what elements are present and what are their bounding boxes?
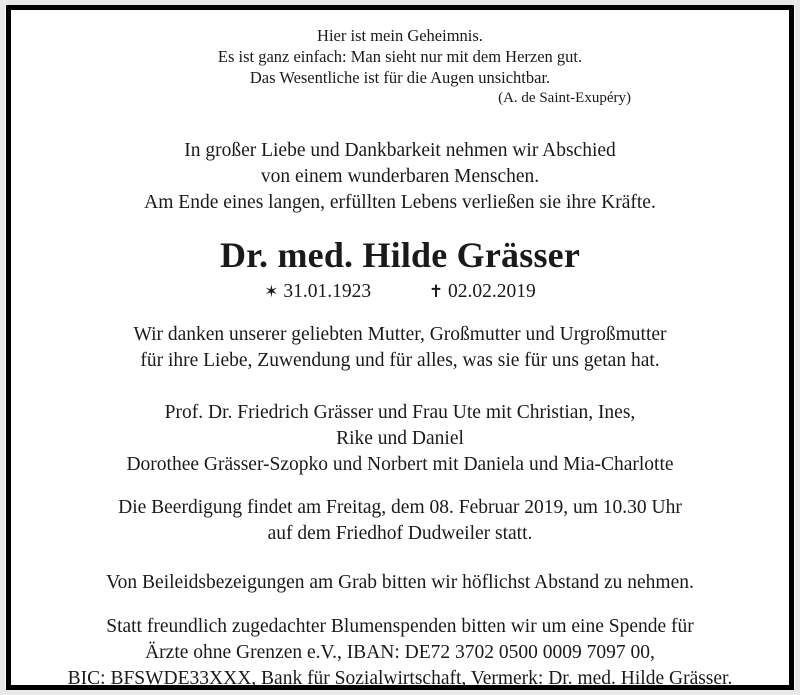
thanks-line: Wir danken unserer geliebten Mutter, Großmutter und Urgroßmutter <box>133 324 667 345</box>
death-cross-icon: ✝ <box>428 282 444 301</box>
thanks-line: für ihre Liebe, Zuwendung und für alles, was sie für uns getan hat. <box>140 350 660 371</box>
life-dates <box>11 280 789 304</box>
family-block <box>11 400 789 478</box>
intro-block <box>11 138 789 216</box>
donation-line: Statt freundlich zugedachter Blumenspenden bitten wir um eine Spende für <box>106 616 694 637</box>
quote-block <box>11 25 789 109</box>
quote-line: Hier ist mein Geheimnis. <box>317 26 483 45</box>
intro-line: von einem wunderbaren Menschen. <box>260 166 540 187</box>
funeral-line: Die Beerdigung findet am Freitag, dem 08. Februar 2019, um 10.30 Uhr <box>118 497 682 518</box>
condolences-note <box>11 570 789 596</box>
donation-line: BIC: BFSWDE33XXX, Bank für Sozialwirtschaft, Vermerk: Dr. med. Hilde Grässer. <box>67 668 733 689</box>
donation-line: Ärzte ohne Grenzen e.V., IBAN: DE72 3702 0500 0009 7097 00, <box>145 642 655 663</box>
deceased-name: Dr. med. Hilde Grässer <box>219 235 581 275</box>
birth-star-icon: ✶ <box>264 282 279 301</box>
condolences-text: Von Beileidsbezeigungen am Grab bitten wir höflichst Abstand zu nehmen. <box>106 572 694 593</box>
thanks-block <box>11 322 789 374</box>
birth-date: 31.01.1923 <box>283 281 372 302</box>
funeral-block <box>11 495 789 547</box>
quote-line: Es ist ganz einfach: Man sieht nur mit dem Herzen gut. <box>217 47 583 66</box>
donation-block <box>11 614 789 692</box>
death-date: 02.02.2019 <box>448 281 536 302</box>
intro-line: Am Ende eines langen, erfüllten Lebens verließen sie ihre Kräfte. <box>144 192 656 213</box>
quote-line: Das Wesentliche ist für die Augen unsichtbar. <box>249 68 551 87</box>
family-line: Dorothee Grässer-Szopko und Norbert mit Daniela und Mia-Charlotte <box>126 454 674 475</box>
obituary-frame <box>6 5 794 690</box>
family-line: Rike und Daniel <box>336 428 464 449</box>
quote-author: (A. de Saint-Exupéry) <box>498 90 631 106</box>
intro-line: In großer Liebe und Dankbarkeit nehmen wir Abschied <box>184 140 616 161</box>
family-line: Prof. Dr. Friedrich Grässer und Frau Ute mit Christian, Ines, <box>164 402 636 423</box>
funeral-line: auf dem Friedhof Dudweiler statt. <box>267 523 533 544</box>
